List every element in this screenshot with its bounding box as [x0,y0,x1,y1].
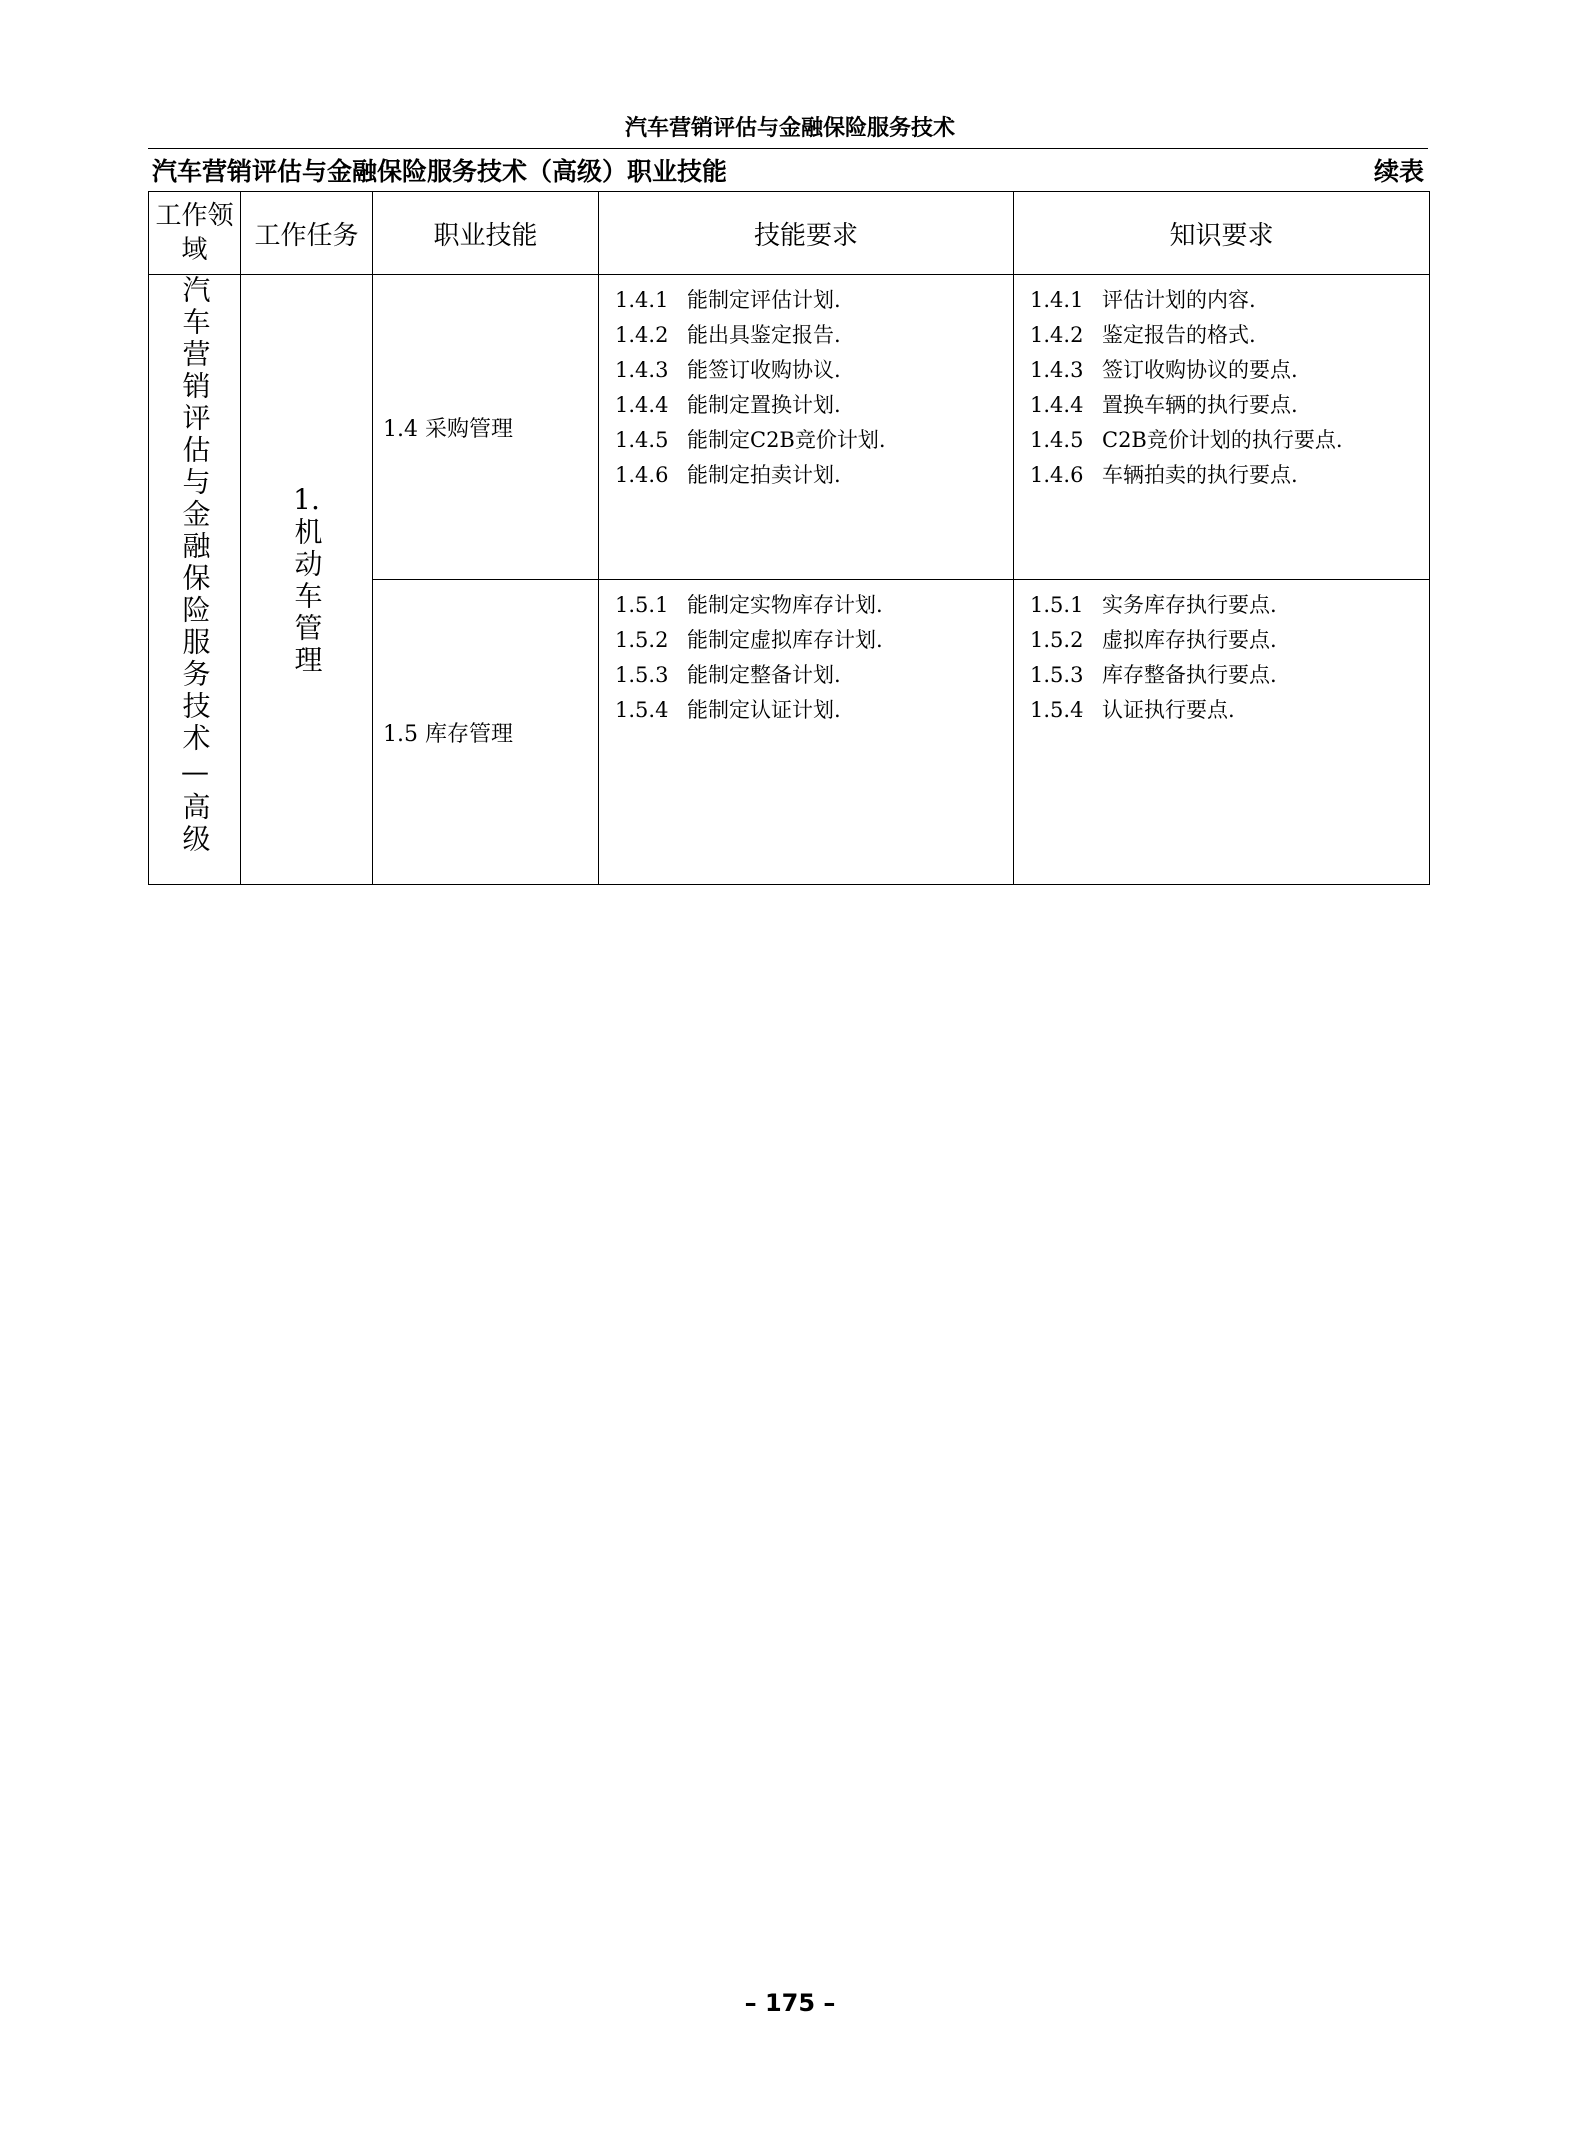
domain-cell [149,275,241,885]
list-item: 1.5.3 能制定整备计划. [615,663,841,687]
header-domain: 工作领域 [149,192,241,275]
list-item: 1.5.1 实务库存执行要点. [1030,593,1277,617]
table-header-row [149,192,1430,275]
list-item: 1.5.4 能制定认证计划. [615,698,841,722]
list-item: 1.4.1 能制定评估计划. [615,288,841,312]
header-skill-requirements: 技能要求 [599,192,1014,275]
list-item: 1.4.3 签订收购协议的要点. [1030,358,1298,382]
skill-cell: 1.5 库存管理 [373,580,599,885]
list-item: 1.4.6 能制定拍卖计划. [615,463,841,487]
knowledge-requirements-cell [1014,275,1430,580]
header-task: 工作任务 [241,192,373,275]
running-title: 汽车营销评估与金融保险服务技术 [624,116,955,141]
header-skill: 职业技能 [373,192,599,275]
page-number: – 175 – [744,1989,836,2017]
table-caption [148,155,1428,189]
header-knowledge-requirements: 知识要求 [1014,192,1430,275]
task-cell [241,275,373,885]
list-item: 1.5.2 虚拟库存执行要点. [1030,628,1277,652]
list-item: 1.4.2 能出具鉴定报告. [615,323,841,347]
list-item: 1.4.1 评估计划的内容. [1030,288,1256,312]
domain-text: 汽车营销评估与金融保险服务技术—高级 [178,275,212,856]
list-item: 1.4.4 置换车辆的执行要点. [1030,393,1298,417]
task-number: 1. [293,483,320,516]
skills-table [148,191,1430,885]
table-row [149,275,1430,580]
skill-requirements-cell [599,275,1014,580]
header-rule [148,148,1428,149]
list-item: 1.5.3 库存整备执行要点. [1030,663,1277,687]
list-item: 1.5.4 认证执行要点. [1030,698,1235,722]
skill-requirements-cell [599,580,1014,885]
list-item: 1.5.1 能制定实物库存计划. [615,593,883,617]
list-item: 1.4.5 C2B竞价计划的执行要点. [1030,428,1343,452]
table-title: 汽车营销评估与金融保险服务技术（高级）职业技能 [152,157,728,186]
list-item: 1.4.3 能签订收购协议. [615,358,841,382]
task-name: 机动车管理 [290,517,324,677]
list-item: 1.4.4 能制定置换计划. [615,393,841,417]
list-item: 1.4.2 鉴定报告的格式. [1030,323,1256,347]
knowledge-requirements-cell [1014,580,1430,885]
list-item: 1.5.2 能制定虚拟库存计划. [615,628,883,652]
continued-label: 续表 [1373,157,1424,186]
skill-cell: 1.4 采购管理 [373,275,599,580]
list-item: 1.4.5 能制定C2B竞价计划. [615,428,886,452]
list-item: 1.4.6 车辆拍卖的执行要点. [1030,463,1298,487]
